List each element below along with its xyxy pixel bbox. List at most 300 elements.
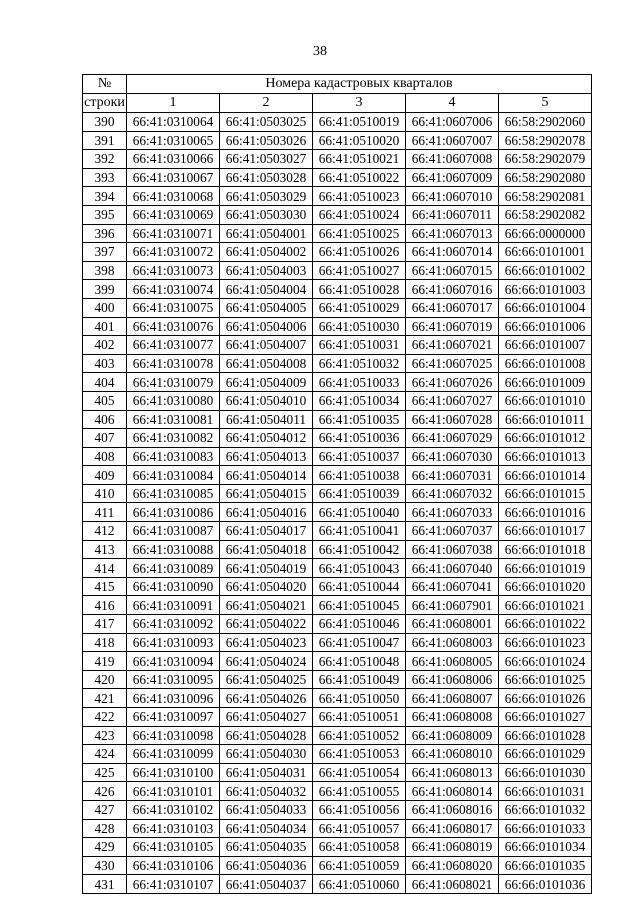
table-row [83, 838, 592, 857]
cadastral-number-cell: 66:66:0101016 [499, 503, 592, 522]
cadastral-number-cell: 66:41:0607032 [406, 484, 499, 503]
cadastral-number-cell: 66:66:0101003 [499, 280, 592, 299]
cadastral-number-cell: 66:41:0607037 [406, 522, 499, 541]
cadastral-number-cell: 66:41:0607041 [406, 577, 499, 596]
row-number-cell: 414 [83, 559, 127, 578]
cadastral-quarters-table [82, 74, 592, 894]
cadastral-number-cell: 66:41:0607038 [406, 540, 499, 559]
table-row [83, 224, 592, 243]
cadastral-number-cell: 66:41:0510025 [313, 224, 406, 243]
cadastral-number-cell: 66:41:0504010 [220, 391, 313, 410]
cadastral-number-cell: 66:41:0310091 [127, 596, 220, 615]
row-number-cell: 409 [83, 466, 127, 485]
cadastral-number-cell: 66:41:0510039 [313, 484, 406, 503]
cadastral-number-cell: 66:41:0510042 [313, 540, 406, 559]
cadastral-number-cell: 66:41:0503030 [220, 205, 313, 224]
cadastral-number-cell: 66:41:0510024 [313, 205, 406, 224]
cadastral-number-cell: 66:66:0101019 [499, 559, 592, 578]
cadastral-number-cell: 66:58:2902060 [499, 113, 592, 132]
cadastral-number-cell: 66:41:0510047 [313, 633, 406, 652]
cadastral-number-cell: 66:41:0503025 [220, 113, 313, 132]
cadastral-number-cell: 66:41:0510057 [313, 819, 406, 838]
cadastral-number-cell: 66:41:0310099 [127, 745, 220, 764]
cadastral-number-cell: 66:41:0510060 [313, 875, 406, 894]
row-number-cell: 408 [83, 447, 127, 466]
cadastral-number-cell: 66:41:0310102 [127, 800, 220, 819]
cadastral-number-cell: 66:66:0101033 [499, 819, 592, 838]
table-row [83, 819, 592, 838]
row-number-cell: 412 [83, 522, 127, 541]
cadastral-number-cell: 66:66:0000000 [499, 224, 592, 243]
cadastral-number-cell: 66:41:0310100 [127, 763, 220, 782]
row-number-cell: 407 [83, 429, 127, 448]
cadastral-number-cell: 66:41:0310076 [127, 317, 220, 336]
cadastral-number-cell: 66:41:0310069 [127, 205, 220, 224]
table-row [83, 596, 592, 615]
cadastral-number-cell: 66:41:0310103 [127, 819, 220, 838]
table-row [83, 726, 592, 745]
cadastral-number-cell: 66:41:0504030 [220, 745, 313, 764]
cadastral-number-cell: 66:41:0504033 [220, 800, 313, 819]
cadastral-number-cell: 66:41:0310088 [127, 540, 220, 559]
cadastral-number-cell: 66:41:0310064 [127, 113, 220, 132]
cadastral-number-cell: 66:41:0510050 [313, 689, 406, 708]
cadastral-number-cell: 66:41:0510048 [313, 652, 406, 671]
cadastral-number-cell: 66:41:0310065 [127, 131, 220, 150]
table-row [83, 633, 592, 652]
cadastral-number-cell: 66:41:0608014 [406, 782, 499, 801]
row-number-cell: 426 [83, 782, 127, 801]
cadastral-number-cell: 66:66:0101004 [499, 298, 592, 317]
cadastral-number-cell: 66:41:0310084 [127, 466, 220, 485]
cadastral-number-cell: 66:41:0607021 [406, 336, 499, 355]
cadastral-number-cell: 66:41:0510029 [313, 298, 406, 317]
cadastral-number-cell: 66:41:0310082 [127, 429, 220, 448]
cadastral-number-cell: 66:41:0310077 [127, 336, 220, 355]
table-row [83, 559, 592, 578]
cadastral-number-cell: 66:41:0510021 [313, 150, 406, 169]
cadastral-number-cell: 66:66:0101001 [499, 243, 592, 262]
cadastral-number-cell: 66:41:0504004 [220, 280, 313, 299]
row-number-cell: 398 [83, 261, 127, 280]
row-number-cell: 394 [83, 187, 127, 206]
table-row [83, 168, 592, 187]
cadastral-number-cell: 66:41:0510034 [313, 391, 406, 410]
cadastral-number-cell: 66:41:0310083 [127, 447, 220, 466]
cadastral-number-cell: 66:41:0310078 [127, 354, 220, 373]
row-number-cell: 393 [83, 168, 127, 187]
cadastral-number-cell: 66:41:0310095 [127, 670, 220, 689]
cadastral-number-cell: 66:41:0504016 [220, 503, 313, 522]
cadastral-number-cell: 66:41:0310092 [127, 615, 220, 634]
cadastral-number-cell: 66:41:0510051 [313, 708, 406, 727]
table-row [83, 782, 592, 801]
cadastral-number-cell: 66:41:0510055 [313, 782, 406, 801]
row-number-cell: 430 [83, 856, 127, 875]
cadastral-number-cell: 66:41:0608009 [406, 726, 499, 745]
cadastral-number-cell: 66:58:2902078 [499, 131, 592, 150]
row-number-cell: 417 [83, 615, 127, 634]
cadastral-number-cell: 66:66:0101017 [499, 522, 592, 541]
cadastral-number-cell: 66:41:0310085 [127, 484, 220, 503]
header-group-title: Номера кадастровых кварталов [127, 75, 592, 94]
table-row [83, 373, 592, 392]
row-number-cell: 392 [83, 150, 127, 169]
cadastral-number-cell: 66:66:0101010 [499, 391, 592, 410]
cadastral-number-cell: 66:41:0510032 [313, 354, 406, 373]
cadastral-number-cell: 66:66:0101035 [499, 856, 592, 875]
cadastral-number-cell: 66:41:0504002 [220, 243, 313, 262]
cadastral-number-cell: 66:41:0607011 [406, 205, 499, 224]
cadastral-number-cell: 66:41:0607008 [406, 150, 499, 169]
cadastral-number-cell: 66:41:0310087 [127, 522, 220, 541]
table-row [83, 447, 592, 466]
row-number-cell: 397 [83, 243, 127, 262]
cadastral-number-cell: 66:41:0510030 [313, 317, 406, 336]
cadastral-number-cell: 66:41:0510019 [313, 113, 406, 132]
cadastral-number-cell: 66:41:0310105 [127, 838, 220, 857]
cadastral-number-cell: 66:41:0510043 [313, 559, 406, 578]
row-number-cell: 427 [83, 800, 127, 819]
cadastral-number-cell: 66:41:0607015 [406, 261, 499, 280]
cadastral-number-cell: 66:41:0504011 [220, 410, 313, 429]
cadastral-number-cell: 66:41:0503029 [220, 187, 313, 206]
page-number: 38 [313, 44, 327, 59]
cadastral-number-cell: 66:41:0510035 [313, 410, 406, 429]
cadastral-number-cell: 66:58:2902081 [499, 187, 592, 206]
cadastral-number-cell: 66:66:0101018 [499, 540, 592, 559]
cadastral-number-cell: 66:66:0101012 [499, 429, 592, 448]
table-row [83, 466, 592, 485]
cadastral-number-cell: 66:41:0607025 [406, 354, 499, 373]
cadastral-number-cell: 66:41:0510058 [313, 838, 406, 857]
cadastral-number-cell: 66:41:0510028 [313, 280, 406, 299]
header-col-number: 3 [313, 94, 406, 113]
cadastral-number-cell: 66:41:0310098 [127, 726, 220, 745]
cadastral-number-cell: 66:41:0504009 [220, 373, 313, 392]
cadastral-number-cell: 66:41:0504028 [220, 726, 313, 745]
cadastral-number-cell: 66:41:0310075 [127, 298, 220, 317]
cadastral-number-cell: 66:66:0101029 [499, 745, 592, 764]
cadastral-number-cell: 66:41:0510038 [313, 466, 406, 485]
cadastral-number-cell: 66:41:0310096 [127, 689, 220, 708]
cadastral-number-cell: 66:41:0607026 [406, 373, 499, 392]
cadastral-number-cell: 66:41:0510053 [313, 745, 406, 764]
cadastral-number-cell: 66:41:0310081 [127, 410, 220, 429]
cadastral-number-cell: 66:41:0607028 [406, 410, 499, 429]
table-row [83, 708, 592, 727]
cadastral-number-cell: 66:41:0607031 [406, 466, 499, 485]
row-number-cell: 413 [83, 540, 127, 559]
cadastral-number-cell: 66:66:0101007 [499, 336, 592, 355]
cadastral-number-cell: 66:41:0310080 [127, 391, 220, 410]
cadastral-number-cell: 66:41:0510056 [313, 800, 406, 819]
cadastral-number-cell: 66:41:0608005 [406, 652, 499, 671]
cadastral-number-cell: 66:41:0504001 [220, 224, 313, 243]
row-number-cell: 421 [83, 689, 127, 708]
table-row [83, 689, 592, 708]
cadastral-number-cell: 66:41:0607027 [406, 391, 499, 410]
cadastral-number-cell: 66:41:0608007 [406, 689, 499, 708]
row-number-cell: 406 [83, 410, 127, 429]
table-row [83, 503, 592, 522]
cadastral-number-cell: 66:41:0504005 [220, 298, 313, 317]
cadastral-number-cell: 66:66:0101036 [499, 875, 592, 894]
cadastral-number-cell: 66:41:0310067 [127, 168, 220, 187]
cadastral-number-cell: 66:41:0503026 [220, 131, 313, 150]
cadastral-number-cell: 66:41:0504025 [220, 670, 313, 689]
cadastral-number-cell: 66:41:0504008 [220, 354, 313, 373]
cadastral-number-cell: 66:41:0607901 [406, 596, 499, 615]
cadastral-number-cell: 66:41:0310071 [127, 224, 220, 243]
cadastral-number-cell: 66:41:0607010 [406, 187, 499, 206]
cadastral-number-cell: 66:41:0510027 [313, 261, 406, 280]
row-number-cell: 429 [83, 838, 127, 857]
row-number-cell: 410 [83, 484, 127, 503]
table-row [83, 856, 592, 875]
cadastral-number-cell: 66:41:0608016 [406, 800, 499, 819]
row-number-cell: 422 [83, 708, 127, 727]
cadastral-number-cell: 66:41:0504035 [220, 838, 313, 857]
cadastral-number-cell: 66:66:0101002 [499, 261, 592, 280]
cadastral-number-cell: 66:66:0101022 [499, 615, 592, 634]
cadastral-number-cell: 66:66:0101023 [499, 633, 592, 652]
row-number-cell: 402 [83, 336, 127, 355]
cadastral-number-cell: 66:41:0608008 [406, 708, 499, 727]
cadastral-number-cell: 66:66:0101020 [499, 577, 592, 596]
row-number-cell: 419 [83, 652, 127, 671]
table-body [83, 113, 592, 894]
table-row [83, 336, 592, 355]
table-row [83, 280, 592, 299]
cadastral-number-cell: 66:41:0503028 [220, 168, 313, 187]
cadastral-number-cell: 66:41:0607006 [406, 113, 499, 132]
cadastral-number-cell: 66:41:0310093 [127, 633, 220, 652]
cadastral-number-cell: 66:41:0504036 [220, 856, 313, 875]
table-row [83, 800, 592, 819]
cadastral-number-cell: 66:41:0607016 [406, 280, 499, 299]
cadastral-number-cell: 66:41:0510031 [313, 336, 406, 355]
table-row [83, 745, 592, 764]
cadastral-number-cell: 66:41:0510041 [313, 522, 406, 541]
cadastral-number-cell: 66:41:0504018 [220, 540, 313, 559]
cadastral-number-cell: 66:66:0101011 [499, 410, 592, 429]
cadastral-number-cell: 66:41:0504017 [220, 522, 313, 541]
table-header [83, 75, 592, 113]
header-col-number: 2 [220, 94, 313, 113]
table-row [83, 317, 592, 336]
cadastral-number-cell: 66:66:0101028 [499, 726, 592, 745]
cadastral-number-cell: 66:41:0608010 [406, 745, 499, 764]
row-number-cell: 391 [83, 131, 127, 150]
row-number-cell: 424 [83, 745, 127, 764]
cadastral-number-cell: 66:41:0510026 [313, 243, 406, 262]
cadastral-number-cell: 66:41:0504019 [220, 559, 313, 578]
cadastral-number-cell: 66:41:0608001 [406, 615, 499, 634]
cadastral-number-cell: 66:41:0310089 [127, 559, 220, 578]
cadastral-number-cell: 66:41:0607040 [406, 559, 499, 578]
header-row-top [83, 75, 592, 94]
cadastral-number-cell: 66:41:0310073 [127, 261, 220, 280]
cadastral-number-cell: 66:58:2902082 [499, 205, 592, 224]
table-row [83, 243, 592, 262]
row-number-cell: 405 [83, 391, 127, 410]
cadastral-number-cell: 66:41:0607009 [406, 168, 499, 187]
cadastral-number-cell: 66:41:0607030 [406, 447, 499, 466]
cadastral-number-cell: 66:66:0101025 [499, 670, 592, 689]
table-row [83, 577, 592, 596]
cadastral-number-cell: 66:66:0101030 [499, 763, 592, 782]
cadastral-number-cell: 66:41:0510037 [313, 447, 406, 466]
row-number-cell: 411 [83, 503, 127, 522]
cadastral-number-cell: 66:41:0310106 [127, 856, 220, 875]
cadastral-number-cell: 66:41:0504012 [220, 429, 313, 448]
cadastral-number-cell: 66:41:0504013 [220, 447, 313, 466]
header-row-label: строки [83, 94, 127, 113]
table-row [83, 652, 592, 671]
cadastral-number-cell: 66:41:0503027 [220, 150, 313, 169]
table-row [83, 205, 592, 224]
row-number-cell: 401 [83, 317, 127, 336]
cadastral-number-cell: 66:41:0504021 [220, 596, 313, 615]
table-row [83, 763, 592, 782]
cadastral-number-cell: 66:41:0310072 [127, 243, 220, 262]
cadastral-number-cell: 66:41:0510052 [313, 726, 406, 745]
cadastral-number-cell: 66:41:0607019 [406, 317, 499, 336]
table-row [83, 522, 592, 541]
cadastral-number-cell: 66:66:0101008 [499, 354, 592, 373]
cadastral-number-cell: 66:41:0510023 [313, 187, 406, 206]
row-number-cell: 428 [83, 819, 127, 838]
cadastral-number-cell: 66:41:0510059 [313, 856, 406, 875]
table-row [83, 484, 592, 503]
cadastral-number-cell: 66:41:0510040 [313, 503, 406, 522]
cadastral-number-cell: 66:58:2902080 [499, 168, 592, 187]
table-row [83, 391, 592, 410]
cadastral-number-cell: 66:66:0101009 [499, 373, 592, 392]
table-row [83, 615, 592, 634]
row-number-cell: 420 [83, 670, 127, 689]
cadastral-number-cell: 66:41:0504031 [220, 763, 313, 782]
cadastral-number-cell: 66:66:0101032 [499, 800, 592, 819]
cadastral-number-cell: 66:41:0310086 [127, 503, 220, 522]
cadastral-number-cell: 66:41:0510054 [313, 763, 406, 782]
table-row [83, 261, 592, 280]
cadastral-number-cell: 66:41:0310090 [127, 577, 220, 596]
cadastral-number-cell: 66:41:0310094 [127, 652, 220, 671]
cadastral-number-cell: 66:41:0608006 [406, 670, 499, 689]
cadastral-number-cell: 66:41:0504014 [220, 466, 313, 485]
cadastral-number-cell: 66:66:0101015 [499, 484, 592, 503]
cadastral-number-cell: 66:41:0608003 [406, 633, 499, 652]
cadastral-number-cell: 66:41:0607007 [406, 131, 499, 150]
cadastral-number-cell: 66:41:0607029 [406, 429, 499, 448]
cadastral-number-cell: 66:41:0607017 [406, 298, 499, 317]
cadastral-number-cell: 66:41:0504015 [220, 484, 313, 503]
table-row [83, 150, 592, 169]
cadastral-number-cell: 66:41:0504027 [220, 708, 313, 727]
cadastral-number-cell: 66:41:0510022 [313, 168, 406, 187]
cadastral-number-cell: 66:41:0607013 [406, 224, 499, 243]
table-row [83, 113, 592, 132]
row-number-cell: 418 [83, 633, 127, 652]
row-number-cell: 404 [83, 373, 127, 392]
cadastral-number-cell: 66:41:0504020 [220, 577, 313, 596]
cadastral-number-cell: 66:41:0504022 [220, 615, 313, 634]
cadastral-number-cell: 66:41:0504024 [220, 652, 313, 671]
row-number-cell: 431 [83, 875, 127, 894]
cadastral-number-cell: 66:66:0101014 [499, 466, 592, 485]
cadastral-number-cell: 66:41:0310107 [127, 875, 220, 894]
cadastral-number-cell: 66:41:0504007 [220, 336, 313, 355]
cadastral-number-cell: 66:41:0510044 [313, 577, 406, 596]
cadastral-number-cell: 66:41:0607033 [406, 503, 499, 522]
cadastral-number-cell: 66:41:0510033 [313, 373, 406, 392]
cadastral-number-cell: 66:41:0504026 [220, 689, 313, 708]
cadastral-number-cell: 66:41:0504032 [220, 782, 313, 801]
cadastral-number-cell: 66:41:0504023 [220, 633, 313, 652]
cadastral-number-cell: 66:41:0310079 [127, 373, 220, 392]
table-row [83, 540, 592, 559]
row-number-cell: 425 [83, 763, 127, 782]
cadastral-number-cell: 66:41:0504006 [220, 317, 313, 336]
row-number-cell: 416 [83, 596, 127, 615]
table-row [83, 298, 592, 317]
row-number-cell: 399 [83, 280, 127, 299]
cadastral-number-cell: 66:41:0607014 [406, 243, 499, 262]
table-row [83, 187, 592, 206]
table-row [83, 875, 592, 894]
cadastral-number-cell: 66:66:0101031 [499, 782, 592, 801]
cadastral-number-cell: 66:41:0608017 [406, 819, 499, 838]
row-number-cell: 395 [83, 205, 127, 224]
cadastral-number-cell: 66:41:0310066 [127, 150, 220, 169]
cadastral-number-cell: 66:41:0504037 [220, 875, 313, 894]
row-number-cell: 415 [83, 577, 127, 596]
table-row [83, 131, 592, 150]
cadastral-number-cell: 66:41:0510046 [313, 615, 406, 634]
table-row [83, 429, 592, 448]
table-row [83, 410, 592, 429]
row-number-cell: 423 [83, 726, 127, 745]
row-number-cell: 396 [83, 224, 127, 243]
cadastral-number-cell: 66:41:0608013 [406, 763, 499, 782]
cadastral-number-cell: 66:41:0510020 [313, 131, 406, 150]
cadastral-number-cell: 66:41:0510045 [313, 596, 406, 615]
cadastral-number-cell: 66:66:0101013 [499, 447, 592, 466]
cadastral-number-cell: 66:41:0510036 [313, 429, 406, 448]
cadastral-number-cell: 66:41:0608020 [406, 856, 499, 875]
header-col-number: 1 [127, 94, 220, 113]
cadastral-number-cell: 66:41:0608021 [406, 875, 499, 894]
header-row-number-symbol: № [83, 75, 127, 94]
table-row [83, 670, 592, 689]
header-col-number: 4 [406, 94, 499, 113]
cadastral-number-cell: 66:41:0608019 [406, 838, 499, 857]
row-number-cell: 400 [83, 298, 127, 317]
cadastral-number-cell: 66:66:0101027 [499, 708, 592, 727]
row-number-cell: 403 [83, 354, 127, 373]
row-number-cell: 390 [83, 113, 127, 132]
cadastral-number-cell: 66:41:0310101 [127, 782, 220, 801]
table-row [83, 354, 592, 373]
header-col-number: 5 [499, 94, 592, 113]
cadastral-number-cell: 66:41:0310068 [127, 187, 220, 206]
cadastral-number-cell: 66:66:0101024 [499, 652, 592, 671]
header-row-bottom [83, 94, 592, 113]
cadastral-number-cell: 66:41:0510049 [313, 670, 406, 689]
cadastral-number-cell: 66:66:0101026 [499, 689, 592, 708]
